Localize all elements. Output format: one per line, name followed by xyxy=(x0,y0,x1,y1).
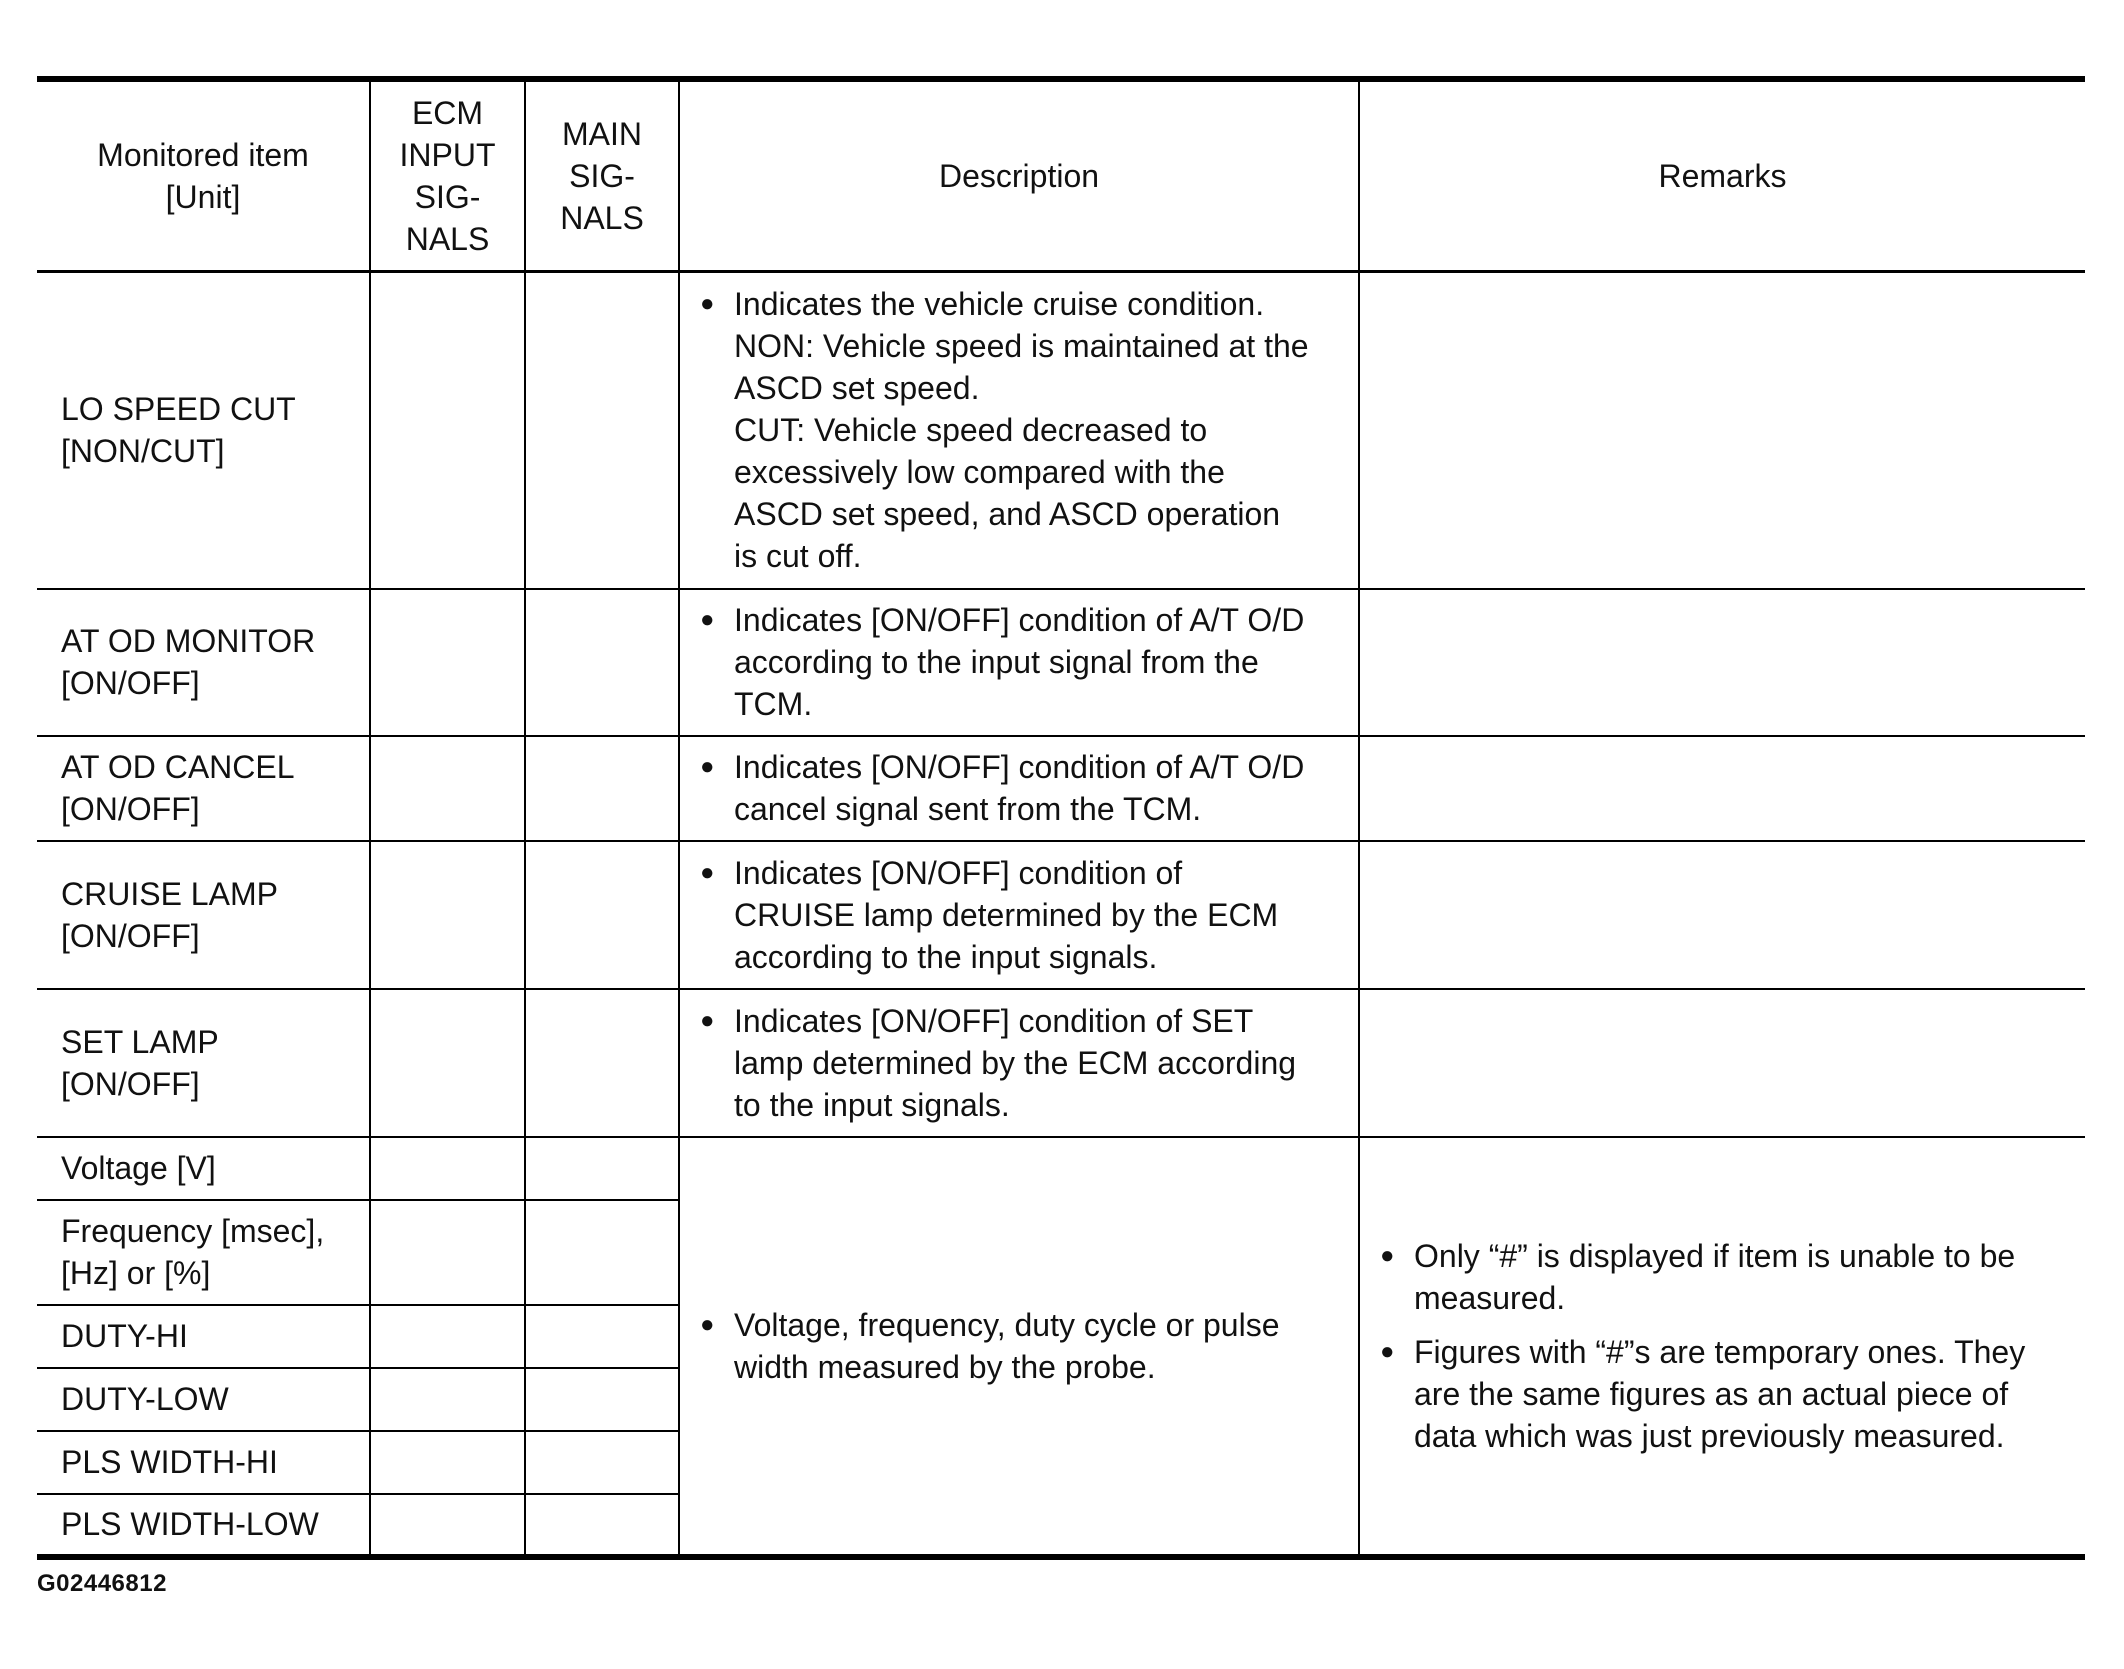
main-signal-cell xyxy=(525,1368,679,1431)
monitored-item-cell: PLS WIDTH-LOW xyxy=(37,1494,370,1557)
description-bullet: ● Indicates [ON/OFF] condition of SET lamp determined by the ECM according to the input signals. xyxy=(700,1000,1344,1126)
description-bullet: ● Indicates [ON/OFF] condition of A/T O/D according to the input signal from the TCM. xyxy=(700,599,1344,725)
monitored-item-cell: PLS WIDTH-HI xyxy=(37,1431,370,1494)
main-signal-cell xyxy=(525,1494,679,1557)
bullet-icon: ● xyxy=(700,606,715,633)
description-cell xyxy=(679,841,1359,989)
ecm-input-signal-cell xyxy=(370,272,525,589)
bullet-icon: ● xyxy=(1380,1337,1395,1365)
header-main-signals: MAIN SIG- NALS xyxy=(525,79,679,272)
main-signal-cell xyxy=(525,1305,679,1368)
description-cell xyxy=(679,589,1359,736)
remarks-cell xyxy=(1359,589,2085,736)
monitored-item-cell: AT OD MONITOR [ON/OFF] xyxy=(37,589,370,736)
remarks-cell xyxy=(1359,736,2085,841)
table-row xyxy=(37,272,2085,589)
header-monitored-item: Monitored item [Unit] xyxy=(37,79,370,272)
ecm-input-signal-cell xyxy=(370,1368,525,1431)
main-signal-cell xyxy=(525,841,679,989)
bullet-icon: ● xyxy=(700,1006,715,1034)
main-signal-cell xyxy=(525,1137,679,1200)
monitored-item-cell: DUTY-HI xyxy=(37,1305,370,1368)
description-cell xyxy=(679,272,1359,589)
table-header-row xyxy=(37,79,2085,272)
main-signal-cell xyxy=(525,989,679,1137)
table-row xyxy=(37,1137,2085,1200)
description-cell xyxy=(679,736,1359,841)
monitored-item-cell: DUTY-LOW xyxy=(37,1368,370,1431)
table-row xyxy=(37,989,2085,1137)
ecm-input-signal-cell xyxy=(370,1305,525,1368)
description-cell xyxy=(679,1137,1359,1557)
description-bullet: ● Voltage, frequency, duty cycle or pulse width measured by the probe. xyxy=(700,1304,1344,1388)
remark-bullet: ● Figures with “#”s are temporary ones. They are the same figures as an actual piece of data which was just previously measured. xyxy=(1380,1331,2071,1457)
ecm-input-signal-cell xyxy=(370,841,525,989)
header-ecm-input-signals: ECM INPUT SIG- NALS xyxy=(370,79,525,272)
bullet-icon: ● xyxy=(700,858,715,886)
remark-bullet: ● Only “#” is displayed if item is unable to be measured. xyxy=(1380,1235,2071,1319)
bullet-icon: ● xyxy=(700,753,715,780)
ecm-input-signal-cell xyxy=(370,1494,525,1557)
table-row xyxy=(37,841,2085,989)
ecm-input-signal-cell xyxy=(370,989,525,1137)
remarks-cell xyxy=(1359,1137,2085,1557)
ecm-input-signal-cell xyxy=(370,589,525,736)
description-cell xyxy=(679,989,1359,1137)
monitored-item-cell: SET LAMP [ON/OFF] xyxy=(37,989,370,1137)
main-signal-cell xyxy=(525,736,679,841)
bullet-icon: ● xyxy=(1380,1241,1395,1269)
figure-id: G02446812 xyxy=(37,1570,167,1597)
ecm-input-signal-cell xyxy=(370,736,525,841)
remarks-cell xyxy=(1359,272,2085,589)
table-row xyxy=(37,736,2085,841)
monitored-item-cell: AT OD CANCEL [ON/OFF] xyxy=(37,736,370,841)
monitored-item-cell: LO SPEED CUT [NON/CUT] xyxy=(37,272,370,589)
description-bullet: ● Indicates [ON/OFF] condition of A/T O/D cancel signal sent from the TCM. xyxy=(700,746,1344,830)
monitored-item-cell: Frequency [msec], [Hz] or [%] xyxy=(37,1200,370,1305)
description-bullet: ● Indicates [ON/OFF] condition of CRUISE lamp determined by the ECM according to the input signals. xyxy=(700,852,1344,978)
header-remarks: Remarks xyxy=(1359,79,2085,272)
monitored-item-cell: Voltage [V] xyxy=(37,1137,370,1200)
bullet-icon: ● xyxy=(700,290,715,318)
remarks-cell xyxy=(1359,989,2085,1137)
monitor-item-table xyxy=(37,76,2085,1560)
monitored-item-cell: CRUISE LAMP [ON/OFF] xyxy=(37,841,370,989)
table-row xyxy=(37,589,2085,736)
main-signal-cell xyxy=(525,589,679,736)
main-signal-cell xyxy=(525,272,679,589)
bullet-icon: ● xyxy=(700,1310,715,1338)
main-signal-cell xyxy=(525,1431,679,1494)
header-description: Description xyxy=(679,79,1359,272)
ecm-input-signal-cell xyxy=(370,1431,525,1494)
ecm-input-signal-cell xyxy=(370,1200,525,1305)
description-bullet: ● Indicates the vehicle cruise condition. NON: Vehicle speed is maintained at the ASCD set speed. CUT: Vehicle speed decreased to excessively low compared with the ASCD set speed, and ASCD operation is cut off. xyxy=(700,283,1344,577)
main-signal-cell xyxy=(525,1200,679,1305)
remarks-cell xyxy=(1359,841,2085,989)
ecm-input-signal-cell xyxy=(370,1137,525,1200)
